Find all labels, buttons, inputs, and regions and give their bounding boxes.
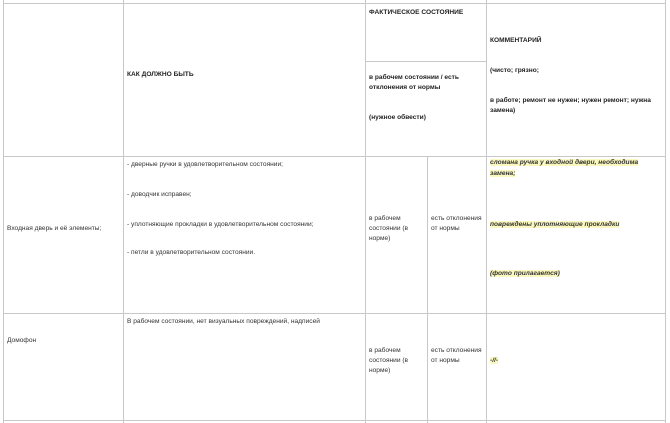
- header-actual-note: (нужное обвести): [369, 114, 426, 121]
- header-comment: КОММЕНТАРИЙ: [490, 37, 542, 44]
- column-divider: [486, 0, 487, 423]
- norm-item: - петли в удовлетворительном состоянии.: [127, 249, 256, 256]
- row-divider: [3, 313, 666, 314]
- header-actual-state: ФАКТИЧЕСКОЕ СОСТОЯНИЕ: [369, 9, 464, 16]
- comment-highlight: -//-: [490, 357, 499, 364]
- column-divider: [365, 0, 366, 423]
- table-border-left: [3, 0, 4, 423]
- column-divider: [123, 0, 124, 423]
- state-ok: в рабочем состоянии (в норме): [369, 347, 409, 374]
- norm-item: - доводчик исправен;: [127, 191, 192, 198]
- state-deviation: есть отклонения от нормы: [431, 347, 482, 364]
- column-divider: [427, 156, 428, 423]
- table-border-right: [665, 0, 666, 423]
- comment-highlight: повреждены уплотняющие прокладки: [490, 221, 620, 228]
- header-should-be: КАК ДОЛЖНО БЫТЬ: [127, 71, 194, 78]
- header-actual-sub: в рабочем состоянии / есть отклонения от нормы: [369, 74, 459, 91]
- state-ok: в рабочем состоянии (в норме): [369, 215, 409, 242]
- row-divider: [3, 3, 666, 4]
- norm-item: - уплотняющие прокладки в удовлетворительном состоянии;: [127, 221, 314, 228]
- state-deviation: есть отклонения от нормы: [431, 215, 482, 232]
- header-comment-sub: (чисто; грязно;: [490, 67, 539, 74]
- row-item-intercom: Домофон: [7, 337, 37, 344]
- row-divider: [365, 61, 487, 62]
- comment-highlight: сломана ручка у входной двери, необходима замена;: [490, 159, 639, 177]
- header-comment-options: в работе; ремонт не нужен; нужен ремонт; нужна замена): [490, 97, 651, 114]
- row-divider: [3, 420, 666, 421]
- norm-item: - дверные ручки в удовлетворительном состоянии;: [127, 161, 283, 168]
- comment-highlight: (фото прилагается): [490, 270, 560, 277]
- norm-item: В рабочем состоянии, нет визуальных повреждений, надписей: [127, 318, 320, 325]
- row-item-entrance-door: Входная дверь и её элементы;: [7, 225, 102, 232]
